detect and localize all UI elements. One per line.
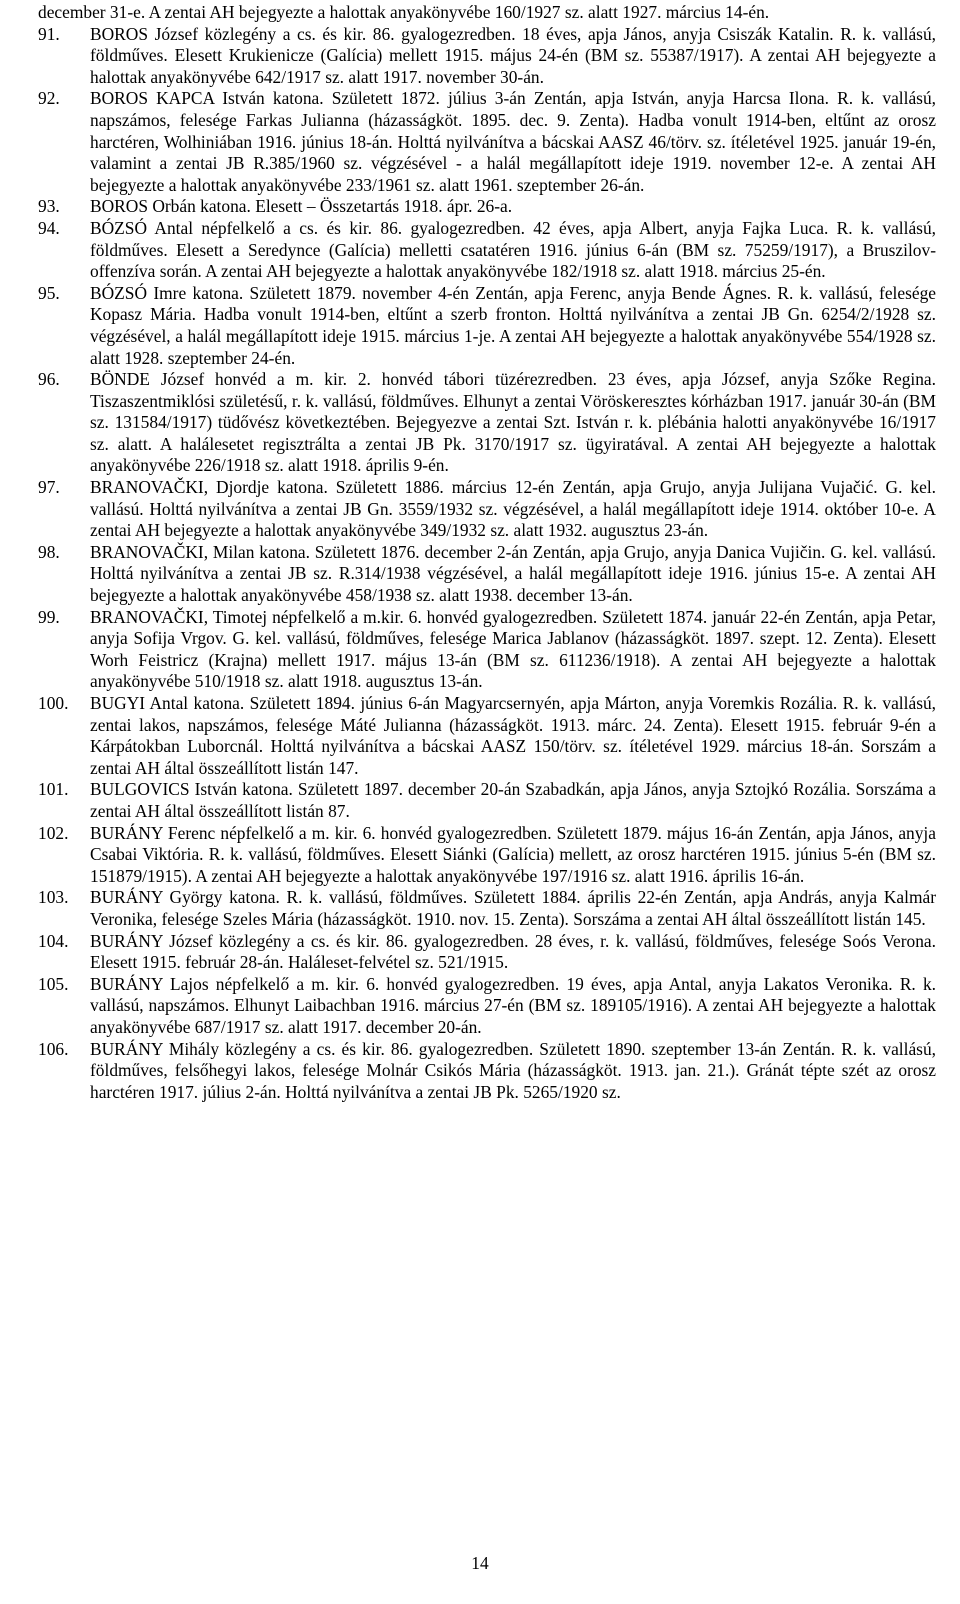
entry-number: 93.	[38, 196, 60, 217]
entry-text: BURÁNY György katona. R. k. vallású, földműves. Született 1884. április 22-én Zentán, apja András, anyja Kalmár Veronika, felesége Szeles Mária (házasságköt. 1910. nov. 15. Zenta). Sorszáma a zentai AH által összeállított listán 145.	[90, 887, 936, 929]
list-item	[38, 693, 936, 779]
entry-text: BÓZSÓ Imre katona. Született 1879. november 4-én Zentán, apja Ferenc, anyja Bende Ágnes. R. k. vallású, felesége Kopasz Mária. Hadba vonult 1914-ben, eltűnt a szerb fronton. Holttá nyilvánítva a zentai JB Gn. 6254/2/1928 sz. végzésével, a halál megállapított ideje 1915. március 1-je. A zentai AH bejegyezte a halottak anyakönyvébe 554/1928 sz. alatt 1928. szeptember 24-én.	[90, 282, 936, 368]
entry-number: 94.	[38, 217, 60, 238]
entry-number: 95.	[38, 282, 60, 303]
list-item	[38, 369, 936, 477]
entry-text: BOROS KAPCA István katona. Született 1872. július 3-án Zentán, apja István, anyja Harcsa Ilona. R. k. vallású, napszámos, felesége Farkas Julianna (házasságköt. 1895. dec. 9. Zenta). Hadba vonult 1914-ben, eltűnt az orosz harctéren, Wolhiniában 1916. június 18-án. Holttá nyilvánítva a bácskai AASZ 46/törv. sz. ítéletével 1925. január 19-én, valamint a zentai JB R.385/1960 sz. végzésével - a halál megállapított ideje 1919. november 12-e. A zentai AH bejegyezte a halottak anyakönyvébe 233/1961 sz. alatt 1961. szeptember 26-án.	[90, 88, 936, 195]
entry-text: BRANOVAČKI, Milan katona. Született 1876. december 2-án Zentán, apja Grujo, anyja Danica Vujičin. G. kel. vallású. Holttá nyilvánítva a zentai JB sz. R.314/1938 végzésével, a halál megállapított ideje 1916. június 15-e. A zentai AH bejegyezte a halottak anyakönyvébe 458/1938 sz. alatt 1938. december 13-án.	[90, 541, 936, 606]
continued-entry-text: december 31-e. A zentai AH bejegyezte a halottak anyakönyvébe 160/1927 sz. alatt 1927. március 14-én.	[38, 2, 770, 22]
list-item	[38, 779, 936, 822]
list-item	[38, 283, 936, 369]
list-item	[38, 218, 936, 283]
entry-number: 104.	[38, 930, 69, 951]
entry-number: 103.	[38, 887, 69, 908]
list-item	[38, 931, 936, 974]
list-item	[38, 823, 936, 888]
list-item	[38, 1039, 936, 1104]
list-item	[38, 887, 936, 930]
entry-number: 91.	[38, 23, 60, 44]
entry-number: 100.	[38, 693, 69, 713]
entry-number: 102.	[38, 822, 69, 843]
entry-text: BULGOVICS István katona. Született 1897. december 20-án Szabadkán, apja János, anyja Sztojkó Rozália. Sorszáma a zentai AH által összeállított listán 87.	[90, 779, 936, 821]
list-item	[38, 477, 936, 542]
entry-text: BOROS József közlegény a cs. és kir. 86. gyalogezredben. 18 éves, apja János, anyja Csiszák Katalin. R. k. vallású, földműves. Elesett Krukienicze (Galícia) mellett 1915. május 24-én (BM sz. 55387/1917). A zentai AH bejegyezte a halottak anyakönyvébe 642/1917 sz. alatt 1917. november 30-án.	[90, 23, 936, 87]
entry-text: BURÁNY Ferenc népfelkelő a m. kir. 6. honvéd gyalogezredben. Született 1879. május 16-án Zentán, apja János, anyja Csabai Viktória. R. k. vallású, földműves. Elesett Siánki (Galícia) mellett, az orosz harctéren 1915. június 5-én (BM sz. 151879/1915). A zentai AH bejegyezte a halottak anyakönyvébe 197/1916 sz. alatt 1916. április 16-án.	[90, 822, 936, 886]
entry-number: 99.	[38, 606, 60, 627]
entry-text: BRANOVAČKI, Djordje katona. Született 1886. március 12-én Zentán, apja Grujo, anyja Julijana Vujačić. G. kel. vallású. Holttá nyilvánítva a zentai JB Gn. 3559/1932 sz. végzésével, a halál megállapított ideje 1914. október 10-e. A zentai AH bejegyezte a halottak anyakönyvébe 349/1932 sz. alatt 1932. augusztus 23-án.	[90, 477, 936, 541]
entry-number: 97.	[38, 477, 60, 498]
entry-text: BURÁNY Lajos népfelkelő a m. kir. 6. honvéd gyalogezredben. 19 éves, apja Antal, anyja Lakatos Veronika. R. k. vallású, napszámos. Elhunyt Laibachban 1916. március 27-én (BM sz. 189105/1916). A zentai AH bejegyezte a halottak anyakönyvébe 687/1917 sz. alatt 1917. december 20-án.	[90, 973, 936, 1037]
entry-text: BOROS Orbán katona. Elesett – Összetartás 1918. ápr. 26-a.	[90, 196, 513, 217]
entry-list	[38, 2, 936, 1103]
entry-number: 96.	[38, 369, 60, 390]
entry-text: BUGYI Antal katona. Született 1894. június 6-án Magyarcsernyén, apja Márton, anyja Voremkis Rozália. R. k. vallású, zentai lakos, napszámos, felesége Máté Julianna (házasságköt. 1913. márc. 24. Zenta). Elesett 1915. február 9-én a Kárpátokban Luborcnál. Holttá nyilvánítva a bácskai AASZ 150/törv. sz. ítéletével 1929. március 18-án. Sorszám a zentai AH által összeállított listán 147.	[90, 693, 936, 778]
list-item	[38, 196, 936, 218]
entry-text: BURÁNY József közlegény a cs. és kir. 86. gyalogezredben. 28 éves, r. k. vallású, földműves, felesége Soós Verona. Elesett 1915. február 28-án. Haláleset-felvétel sz. 521/1915.	[90, 930, 936, 973]
list-item	[38, 607, 936, 693]
entry-number: 106.	[38, 1038, 69, 1059]
list-item	[38, 88, 936, 196]
list-item	[38, 974, 936, 1039]
entry-number: 98.	[38, 541, 60, 562]
list-item	[38, 24, 936, 89]
entry-text: BRANOVAČKI, Timotej népfelkelő a m.kir. 6. honvéd gyalogezredben. Született 1874. január 22-én Zentán, apja Petar, anyja Sofija Vrgov. G. kel. vallású, földműves, felesége Marica Jablanov (házasságköt. 1897. szept. 12. Zenta). Elesett Worh Feistricz (Krajna) mellett 1917. május 13-án (BM sz. 611236/1918). A zentai AH bejegyezte a halottak anyakönyvébe 510/1918 sz. alatt 1918. augusztus 13-án.	[90, 606, 936, 692]
entry-number: 105.	[38, 973, 69, 994]
entry-text: BURÁNY Mihály közlegény a cs. és kir. 86. gyalogezredben. Született 1890. szeptember 13-án Zentán. R. k. vallású, földműves, felsőhegyi lakos, felesége Molnár Csikós Mária (házasságköt. 1913. jan. 21.). Gránát tépte szét az orosz harctéren 1917. július 2-án. Holttá nyilvánítva a zentai JB Pk. 5265/1920 sz.	[90, 1038, 936, 1102]
entry-text: BÖNDE József honvéd a m. kir. 2. honvéd tábori tüzérezredben. 23 éves, apja József, anyja Szőke Regina. Tiszaszentmiklósi születésű, r. k. vallású, földműves. Elhunyt a zentai Vöröskeresztes kórházban 1917. január 30-án (BM sz. 131584/1917) tüdővész következtében. Bejegyezve a zentai Szt. István r. k. plébánia halotti anyakönyvébe 16/1917 sz. alatt. A halálesetet regisztrálta a zentai JB Pk. 3170/1917 sz. ügyiratával. A zentai AH bejegyezte a halottak anyakönyvébe 226/1918 sz. alatt 1918. április 9-én.	[90, 369, 936, 476]
page-number: 14	[471, 1553, 489, 1573]
entry-text: BÓZSÓ Antal népfelkelő a cs. és kir. 86. gyalogezredben. 42 éves, apja Albert, anyja Fajka Luca. R. k. vallású, földműves. Elesett a Seredynce (Galícia) melletti csatatéren 1916. június 6-án (BM sz. 75259/1917), a Bruszilov-offenzíva során. A zentai AH bejegyezte a halottak anyakönyvébe 182/1918 sz. alatt 1918. március 25-én.	[90, 217, 936, 282]
entry-number: 92.	[38, 88, 60, 109]
list-item	[38, 542, 936, 607]
entry-number: 101.	[38, 779, 69, 800]
